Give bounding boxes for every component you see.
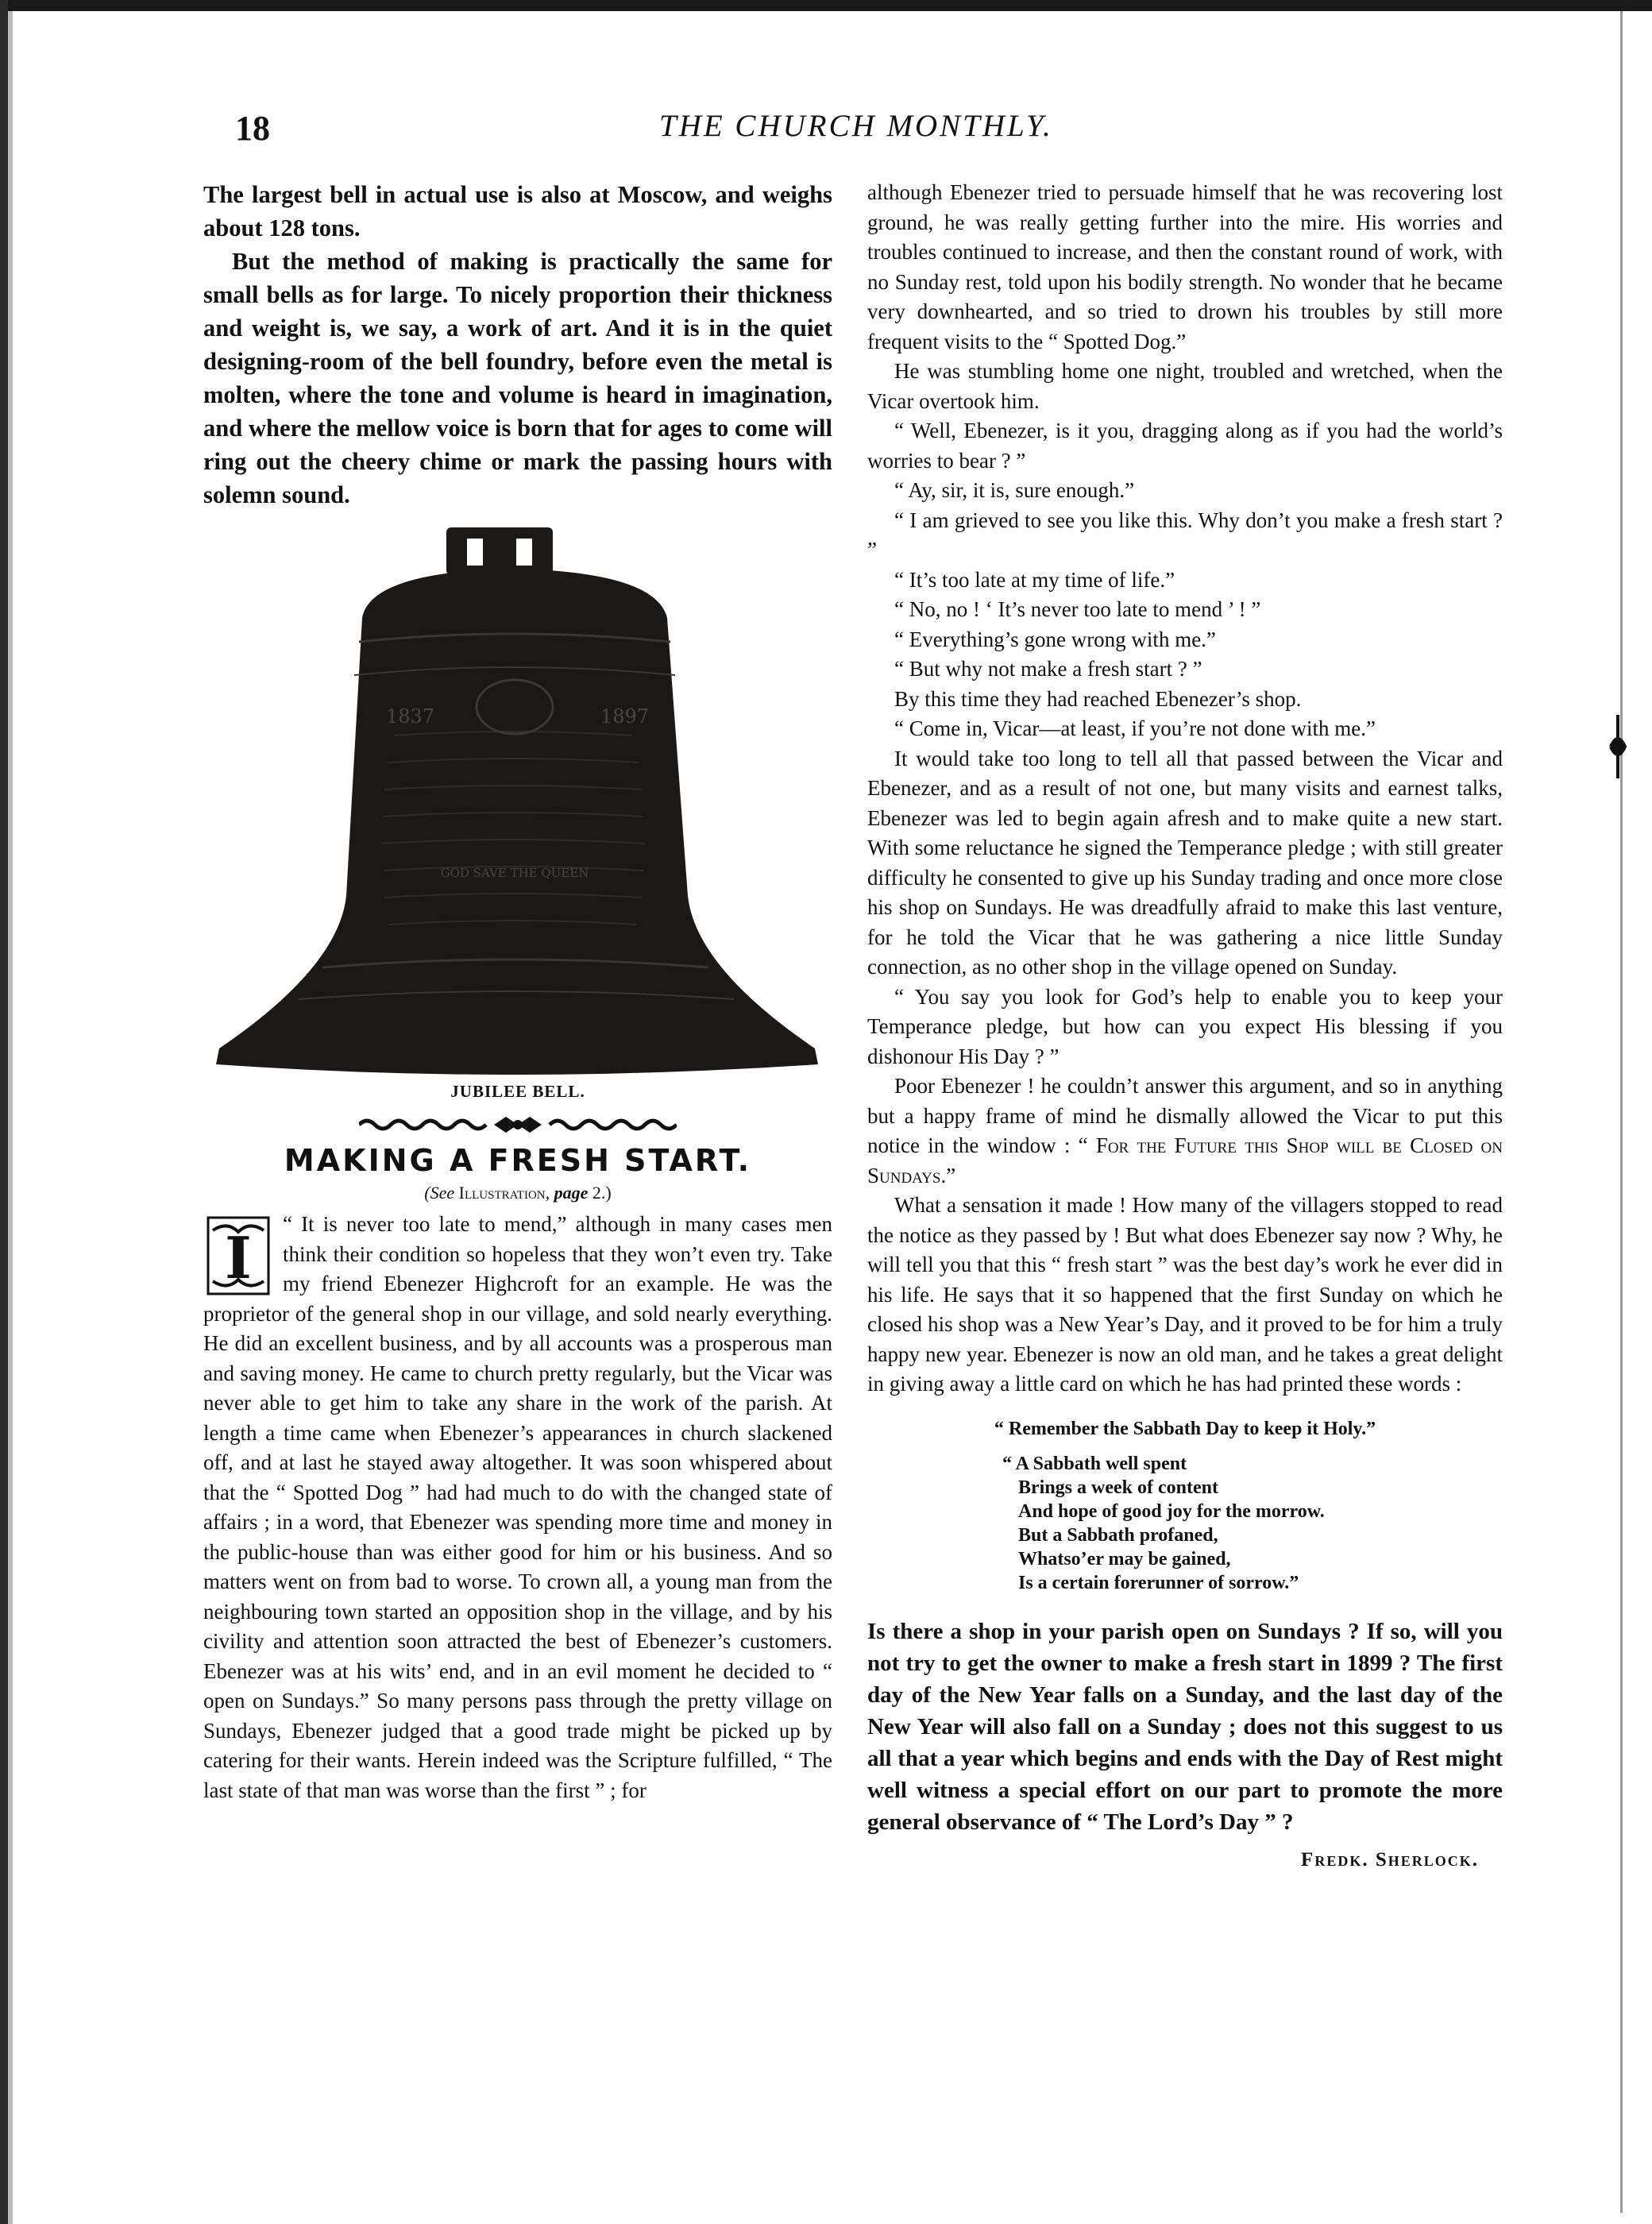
author-signature: Fredk. Sherlock. <box>1301 1848 1479 1871</box>
bell-date-right: 1897 <box>600 705 650 728</box>
right-column <box>867 178 1503 1871</box>
running-head: THE CHURCH MONTHLY. <box>659 109 1053 143</box>
ornamental-rule <box>203 1114 832 1135</box>
bell-image <box>203 523 832 1079</box>
dialogue-line: “ I am grieved to see you like this. Why don’t you make a fresh start ? ” <box>867 508 1503 562</box>
figure-caption: JUBILEE BELL. <box>450 1082 585 1101</box>
page-number: 18 <box>235 109 270 148</box>
verse-card <box>1002 1452 1503 1595</box>
bell-crown <box>446 527 553 575</box>
subtitle-page: page <box>554 1183 589 1203</box>
verse-line: Is a certain forerunner of sorrow.” <box>1018 1572 1299 1593</box>
notice-lead: Poor Ebenezer ! he couldn’t answer this argument, and so in anything but a happy frame of mind he dismally allowed the Vicar to put this notice in the window : <box>867 1074 1503 1157</box>
left-column <box>203 178 832 1805</box>
verse-line: Whatso’er may be gained, <box>1018 1548 1231 1570</box>
verse-line: But a Sabbath profaned, <box>1018 1524 1218 1546</box>
notice-paragraph <box>867 1071 1503 1191</box>
scan-edge-top <box>0 0 1652 11</box>
article-subtitle <box>203 1183 832 1203</box>
jubilee-bell-illustration <box>203 523 832 1079</box>
dialogue-line: “ Come in, Vicar—at least, if you’re not done with me.” <box>894 716 1376 740</box>
bell-date-left: 1837 <box>386 705 435 728</box>
subtitle-number: 2.) <box>592 1183 612 1203</box>
intro-paragraph-1: The largest bell in actual use is also at Moscow, and weighs about 128 tons. <box>203 181 832 241</box>
dialogue-line: “ Well, Ebenezer, is it you, dragging along as if you had the world’s worries to bear ? ” <box>867 419 1503 473</box>
subtitle-see: (See <box>424 1183 459 1203</box>
dialogue-line: “ No, no ! ‘ It’s never too late to mend ’ ! ” <box>894 597 1261 621</box>
paragraph: What a sensation it made ! How many of the villagers stopped to read the notice as they passed by ! But what does Ebenezer say now ? Why, he will tell you that this “ fresh start ” was the best day’s work he ever did in his life. He says that it so happened that the first Sunday on which he closed his shop was a New Year’s Day, and it proved to be for him a truly happy new year. Ebenezer is now an old man, and he takes a great delight in giving away a little card on which he has had printed these words : <box>867 1193 1503 1396</box>
verse-line: And hope of good joy for the morrow. <box>1018 1500 1325 1522</box>
opening-paragraph: “ It is never too late to mend,” although in many cases men think their condition so hopeless that they won’t even try. Take my friend Ebenezer Highcroft for an example. He was the proprietor of the general shop in our village, and sold nearly everything. He did an excellent business, and by all accounts was a prosperous man and saving money. He came to church pretty regularly, but the Vicar was never able to get him to take any share in the work of the parish. At length a time came when Ebenezer’s appearances in church slackened off, and at last he stayed away altogether. It was soon whispered about that the “ Spotted Dog ” had had much to do with the changed state of affairs ; in a word, that Ebenezer was spending more time and money in the public-house than was either good for him or his business. And so matters went on from bad to worse. To crown all, a young man from the neighbouring town started an opposition shop in the village, and by his civility and attention soon attracted the best of Ebenezer’s customers. Ebenezer was at his wits’ end, and in an evil moment he decided to “ open on Sundays.” So many persons pass through the pretty village on Sundays, Ebenezer judged that a good trade might be picked up by catering for their wants. Herein indeed was the Scripture fulfilled, “ The last state of that man was worse than the first ” ; for <box>203 1212 832 1802</box>
closing-paragraph: Is there a shop in your parish open on Sundays ? If so, will you not try to get the owner to make a fresh start in 1899 ? The first day of the New Year falls on a Sunday, and the last day of the New Year will also fall on a Sunday ; does not this suggest to us all that a year which begins and ends with the Day of Rest might well witness a special effort on our part to promote the more general observance of “ The Lord’s Day ” ? <box>867 1618 1503 1835</box>
paragraph: although Ebenezer tried to persuade himself that he was recovering lost ground, he was really getting further into the mire. His worries and troubles continued to increase, and then the constant round of work, with no Sunday rest, told upon his bodily strength. No wonder that he became very downhearted, and so tried to drown his troubles by still more frequent visits to the “ Spotted Dog.” <box>867 180 1503 353</box>
paragraph: By this time they had reached Ebenezer’s shop. <box>894 686 1302 711</box>
article-title: MAKING A FRESH START. <box>284 1143 752 1178</box>
dialogue-line: “ But why not make a fresh start ? ” <box>894 657 1202 681</box>
verse-title: “ Remember the Sabbath Day to keep it Holy.” <box>994 1418 1376 1439</box>
decorative-initial <box>203 1214 273 1297</box>
dialogue-line: “ Everything’s gone wrong with me.” <box>894 627 1216 651</box>
verse-line: Brings a week of content <box>1018 1477 1218 1498</box>
bell-motto: GOD SAVE THE QUEEN <box>440 866 589 880</box>
paragraph: It would take too long to tell all that passed between the Vicar and Ebenezer, and as a result of not one, but many visits and earnest talks, Ebenezer was led to begin again afresh and to make quite a new start. With some reluctance he signed the Temperance pledge ; with still greater difficulty he consented to give up his Sunday trading and once more close his shop on Sundays. He was dreadfully afraid to make this last venture, for he told the Vicar that he was gathering a nice little Sunday connection, as no other shop in the village opened on Sunday. <box>867 746 1503 979</box>
dialogue-line: “ It’s too late at my time of life.” <box>894 567 1175 592</box>
scan-edge-left <box>0 0 8 2224</box>
window-notice: “ For the Future this Shop will be Closed on Sundays.” <box>867 1133 1503 1187</box>
dialogue-line: “ You say you look for God’s help to enable you to keep your Temperance pledge, but how can you expect His blessing if you dishonour His Day ? ” <box>867 984 1503 1068</box>
initial-letter: I <box>225 1224 252 1292</box>
verse-line: “ A Sabbath well spent <box>1002 1453 1187 1474</box>
dialogue-line: “ Ay, sir, it is, sure enough.” <box>894 478 1135 502</box>
paragraph: He was stumbling home one night, troubled and wretched, when the Vicar overtook him. <box>867 359 1503 413</box>
intro-paragraph-2: But the method of making is practically the same for small bells as for large. To nicely proportion their thickness and weight is, we say, a work of art. And it is in the quiet designing-room of the bell foundry, before even the metal is molten, where the tone and volume is heard in imagination, and where the mellow voice is born that for ages to come will ring out the cheery chime or mark the passing hours with solemn sound. <box>203 248 832 508</box>
opening-paragraph-block <box>203 1210 832 1805</box>
subtitle-illustration: Illustration, <box>458 1183 550 1203</box>
binding-clip-mark <box>1608 715 1628 778</box>
